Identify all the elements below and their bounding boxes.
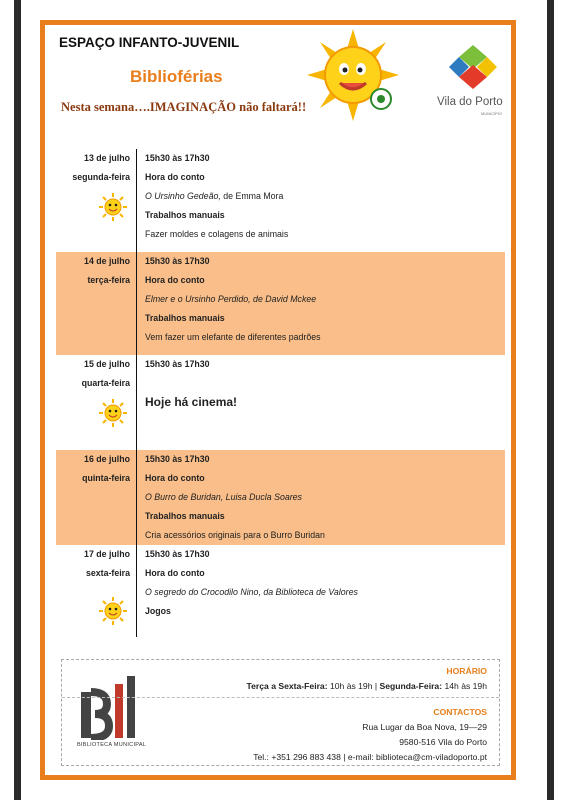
section-title: ESPAÇO INFANTO-JUVENIL: [59, 35, 240, 50]
schedule: [56, 149, 505, 637]
flyer-frame: [40, 20, 516, 780]
games-label: Jogos: [145, 606, 171, 616]
story-label: Hora do conto: [145, 172, 205, 182]
address-line-2: 9580-516 Vila do Porto: [399, 737, 487, 747]
day-date-col: [56, 355, 130, 393]
hours-b-label: Segunda-Feira:: [379, 681, 443, 691]
divider-line: [136, 355, 137, 450]
craft-text: Cria acessórios originais para o Burro Buridan: [145, 530, 325, 540]
event-title: Bibliofé​rias: [130, 67, 223, 86]
day-content: [145, 450, 505, 545]
day-row: [56, 450, 505, 545]
story-author: de Emma Mora: [220, 191, 284, 201]
cinema-highlight: Hoje há cinema!: [145, 395, 238, 409]
day-date: 13 de julho: [84, 153, 130, 163]
day-date-col: [56, 545, 130, 583]
biblioteca-logo: [77, 676, 147, 758]
biblioteca-mark-icon: [77, 676, 147, 740]
day-row: [56, 252, 505, 355]
day-time: 15h30 às 17h30: [145, 549, 210, 559]
day-weekday: terça-feira: [87, 275, 130, 285]
address-line-1: Rua Lugar da Boa Nova, 19—29: [362, 722, 487, 732]
contacts-title: CONTACTOS: [433, 707, 487, 717]
craft-text: Vem fazer um elefante de diferentes padrões: [145, 332, 321, 342]
craft-label: Trabalhos manuais: [145, 210, 225, 220]
story-label: Hora do conto: [145, 568, 205, 578]
day-weekday: quinta-feira: [82, 473, 130, 483]
craft-label: Trabalhos manuais: [145, 511, 225, 521]
day-time: 15h30 às 17h30: [145, 359, 210, 369]
logo-name: Vila do Porto: [437, 96, 503, 108]
divider-line: [136, 252, 137, 355]
craft-text: Fazer moldes e colagens de animais: [145, 229, 289, 239]
day-date-col: [56, 149, 130, 187]
story-title: O segredo do Crocodilo Nino, da Biblioteca de Valores: [145, 587, 358, 597]
day-date-col: [56, 450, 130, 488]
craft-label: Trabalhos manuais: [145, 313, 225, 323]
hours-title: HORÁRIO: [446, 666, 487, 676]
logo-subtitle: MUNICÍPIO: [481, 111, 503, 116]
hours-b: 14h às 19h: [442, 681, 487, 691]
day-time: 15h30 às 17h30: [145, 256, 210, 266]
day-weekday: sexta-feira: [85, 568, 130, 578]
story-line: [145, 187, 505, 206]
tagline: Nesta semana….IMAGINAÇÃO não faltará!!: [61, 100, 307, 114]
divider-line: [136, 149, 137, 252]
footer-box: [61, 659, 500, 766]
day-content: [145, 149, 505, 244]
day-date-col: [56, 252, 130, 290]
footer-separator: [62, 697, 499, 698]
day-date: 16 de julho: [84, 454, 130, 464]
hours-a-label: Terça a Sexta-Feira:: [246, 681, 328, 691]
story-title: O Ursinho Gedeão,: [145, 191, 221, 201]
day-weekday: segunda-feira: [72, 172, 130, 182]
story-title: O Burro de Buridan, Luisa Ducla Soares: [145, 492, 302, 502]
day-time: 15h30 às 17h30: [145, 454, 210, 464]
left-edge-bar: [14, 0, 21, 800]
right-edge-bar: [547, 0, 554, 800]
vila-do-porto-logo: [437, 43, 507, 123]
day-date: 14 de julho: [84, 256, 130, 266]
story-label: Hora do conto: [145, 275, 205, 285]
day-row: [56, 355, 505, 450]
day-date: 15 de julho: [84, 359, 130, 369]
day-content: [145, 252, 505, 347]
divider-line: [136, 450, 137, 545]
vila-do-porto-mark-icon: [447, 43, 499, 91]
day-weekday: quarta-feira: [81, 378, 130, 388]
small-sun-icon: [96, 193, 130, 221]
day-time: 15h30 às 17h30: [145, 153, 210, 163]
story-title: Elmer e o Ursinho Perdido, de David Mckee: [145, 294, 317, 304]
divider-line: [136, 545, 137, 637]
hours-line: [247, 681, 487, 691]
hours-a: 10h às 19h |: [327, 681, 380, 691]
sun-mascot-icon: [307, 29, 399, 121]
day-date: 17 de julho: [84, 549, 130, 559]
story-label: Hora do conto: [145, 473, 205, 483]
day-row: [56, 545, 505, 637]
biblioteca-logo-word: BIBLIOTECA MUNICIPAL: [77, 742, 147, 748]
small-sun-icon: [96, 597, 130, 625]
day-content: [145, 355, 505, 412]
small-sun-icon: [96, 399, 130, 427]
phone-email[interactable]: Tel.: +351 296 883 438 | e-mail: biblioteca@cm-viladoporto.pt: [253, 752, 487, 762]
day-content: [145, 545, 505, 621]
day-row: [56, 149, 505, 252]
